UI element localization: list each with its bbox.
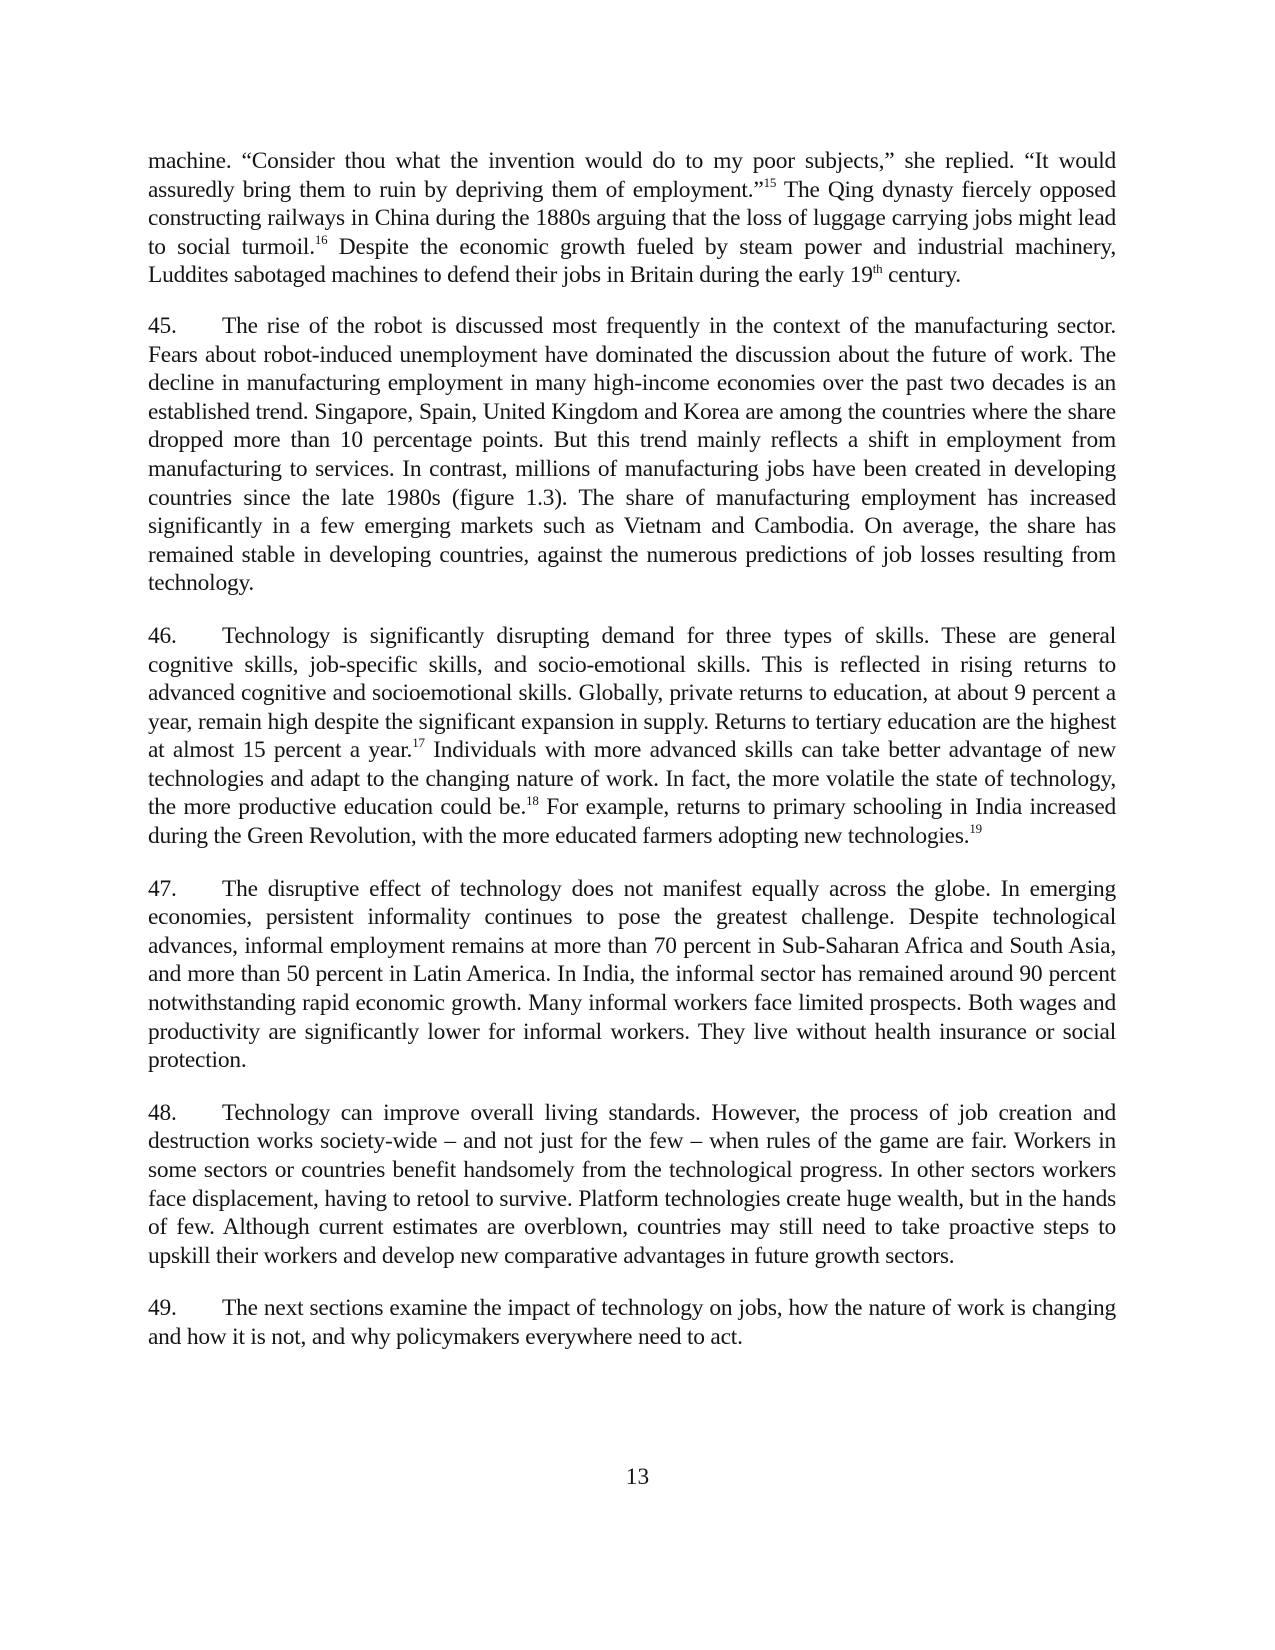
paragraph-text: Technology can improve overall living standards. However, the process of job creation and destruction works society-wide – and not just for the few – when rules of the game are fair. Workers in some sectors or countries benefit handsomely from the technological progress. In other sectors workers face displacement, having to retool to survive. Platform technologies create huge wealth, but in the hands of few. Although current estimates are overblown, countries may still need to take proactive steps to upskill their workers and develop new comparative advantages in future growth sectors.: [148, 1099, 1116, 1269]
paragraph-text: The Qing dynasty fiercely opposed constructing railways in China during the 1880s arguing that the loss of luggage carrying jobs might lead to social turmoil.: [148, 176, 1116, 260]
paragraph-continued: [148, 147, 1116, 290]
paragraph-46: [148, 622, 1116, 851]
paragraph-number: 48.: [148, 1099, 177, 1126]
paragraph-text: For example, returns to primary schooling in India increased during the Green Revolution, with the more educated farmers adopting new technologies.: [148, 794, 1116, 850]
paragraph-text: Despite the economic growth fueled by steam power and industrial machinery, Luddites sabotaged machines to defend their jobs in Britain during the early 19: [148, 233, 1116, 289]
paragraph-text: The rise of the robot is discussed most frequently in the context of the manufacturing sector. Fears about robot-induced unemployment have dominated the discussion about the future of work. The decline in manufacturing employment in many high-income economies over the past two decades is an established trend. Singapore, Spain, United Kingdom and Korea are among the countries where the share dropped more than 10 percentage points. But this trend mainly reflects a shift in employment from manufacturing to services. In contrast, millions of manufacturing jobs have been created in developing countries since the late 1980s (figure 1.3). The share of manufacturing employment has increased significantly in a few emerging markets such as Vietnam and Cambodia. On average, the share has remained stable in developing countries, against the numerous predictions of job losses resulting from technology.: [148, 312, 1116, 597]
footnote-ref-19: 19: [969, 821, 982, 837]
paragraph-49: [148, 1294, 1116, 1351]
paragraph-text: machine. “Consider thou what the invention would do to my poor subjects,” she replied. “It would assuredly bring them to ruin by depriving them of employment.”: [148, 148, 1116, 203]
footnote-ref-15: 15: [763, 174, 777, 190]
paragraph-text: Individuals with more advanced skills can take better advantage of new technologies and adapt to the changing nature of work. In fact, the more volatile the state of technology, the more productive education could be.: [148, 737, 1116, 821]
paragraph-text: The disruptive effect of technology does not manifest equally across the globe. In emerging economies, persistent informality continues to pose the greatest challenge. Despite technological advances, informal employment remains at more than 70 percent in Sub-Saharan Africa and South Asia, and more than 50 percent in Latin America. In India, the informal sector has remained around 90 percent notwithstanding rapid economic growth. Many informal workers face limited prospects. Both wages and productivity are significantly lower for informal workers. They live without health insurance or social protection.: [148, 875, 1116, 1074]
paragraph-number: 47.: [148, 875, 177, 902]
paragraph-text: Technology is significantly disrupting demand for three types of skills. These are general cognitive skills, job-specific skills, and socio-emotional skills. This is reflected in rising returns to advanced cognitive and socioemotional skills. Globally, private returns to education, at about 9 percent a year, remain high despite the significant expansion in supply. Returns to tertiary education are the highest at almost 15 percent a year.: [148, 622, 1116, 764]
paragraph-number: 46.: [148, 622, 177, 649]
footnote-ref-18: 18: [526, 792, 539, 808]
paragraph-48: [148, 1099, 1116, 1271]
paragraph-text: The next sections examine the impact of technology on jobs, how the nature of work is changing and how it is not, and why policymakers everywhere need to act.: [148, 1295, 1116, 1350]
page-number: 13: [625, 1464, 650, 1490]
paragraph-45: [148, 312, 1116, 598]
ordinal-suffix: th: [872, 260, 883, 276]
body-text: [148, 147, 1116, 1376]
footnote-ref-16: 16: [314, 231, 328, 247]
footnote-ref-17: 17: [412, 735, 425, 751]
paragraph-number: 49.: [148, 1295, 177, 1322]
paragraph-number: 45.: [148, 312, 177, 339]
paragraph-text: century.: [882, 262, 961, 289]
paragraph-47: [148, 875, 1116, 1075]
